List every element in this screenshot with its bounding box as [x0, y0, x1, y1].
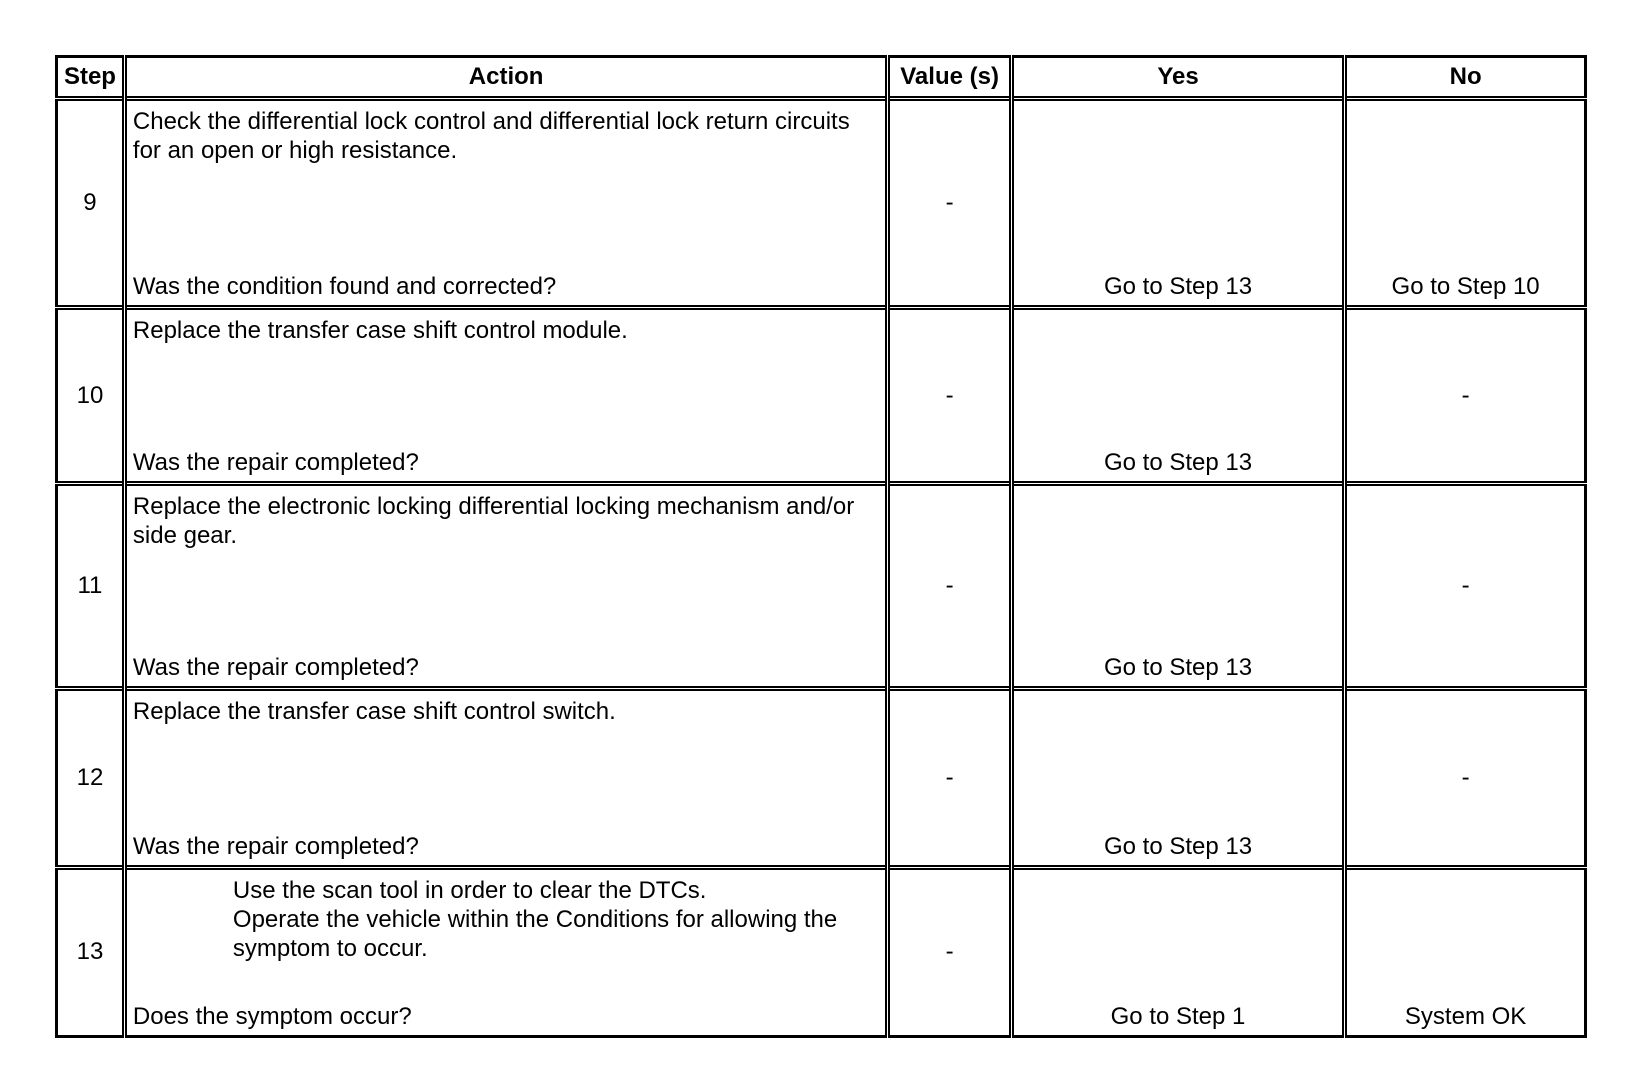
step-number: 11: [77, 572, 103, 600]
value-cell: [888, 867, 1011, 1036]
step-number: 9: [83, 188, 97, 216]
no-cell: [1345, 484, 1586, 689]
yes-text: Go to Step 13: [1103, 832, 1253, 860]
value-text: -: [945, 381, 954, 409]
step-number: 12: [76, 763, 104, 791]
table-row: [57, 307, 1586, 483]
action-cell: [124, 99, 887, 308]
no-cell: [1345, 867, 1586, 1036]
yes-text: Go to Step 13: [1103, 654, 1253, 682]
no-text: -: [1461, 381, 1470, 409]
yes-cell: [1011, 689, 1344, 867]
action-question: Does the symptom occur?: [132, 1003, 412, 1030]
header-yes: Yes: [1011, 57, 1344, 99]
yes-text: Go to Step 13: [1103, 272, 1253, 300]
action-line: for an open or high resistance.: [132, 137, 458, 164]
yes-cell: [1011, 867, 1344, 1036]
action-cell: [124, 867, 887, 1036]
action-cell: [124, 689, 887, 867]
header-no: No: [1345, 57, 1586, 99]
no-cell: [1345, 307, 1586, 483]
diagnostic-table: [55, 55, 1587, 1038]
step-number: 13: [76, 938, 104, 966]
table-row: [57, 484, 1586, 689]
no-text: Go to Step 10: [1391, 272, 1540, 300]
action-text: [133, 316, 879, 345]
step-cell: [57, 689, 125, 867]
action-line: Check the differential lock control and differential lock return circuits: [132, 108, 850, 135]
value-cell: [888, 307, 1011, 483]
no-text: -: [1461, 763, 1470, 791]
action-question: Was the repair completed?: [132, 832, 419, 860]
step-cell: [57, 99, 125, 308]
no-cell: [1345, 99, 1586, 308]
yes-text: Go to Step 1: [1110, 1003, 1246, 1030]
yes-text: Go to Step 13: [1103, 449, 1253, 477]
no-text: System OK: [1404, 1003, 1527, 1030]
step-number: 10: [76, 381, 104, 409]
value-cell: [888, 689, 1011, 867]
yes-cell: [1011, 99, 1344, 308]
table-row: [57, 689, 1586, 867]
action-line: Replace the transfer case shift control switch.: [132, 698, 616, 726]
header-value: Value (s): [888, 57, 1011, 99]
value-text: -: [945, 763, 954, 791]
value-cell: [888, 99, 1011, 308]
yes-cell: [1011, 484, 1344, 689]
action-cell: [124, 484, 887, 689]
action-question: Was the condition found and corrected?: [132, 272, 557, 300]
action-line: Operate the vehicle within the Conditions for allowing the: [232, 905, 838, 933]
no-cell: [1345, 689, 1586, 867]
value-text: -: [945, 572, 954, 600]
action-line: symptom to occur.: [232, 934, 428, 962]
action-line: side gear.: [132, 522, 237, 550]
header-action: Action: [124, 57, 887, 99]
action-text: [133, 107, 879, 165]
action-question: Was the repair completed?: [132, 449, 419, 477]
action-cell: [124, 307, 887, 483]
step-cell: [57, 867, 125, 1036]
table-row: [57, 867, 1586, 1036]
action-line: Replace the transfer case shift control module.: [132, 316, 628, 344]
value-text: -: [945, 938, 954, 966]
step-cell: [57, 484, 125, 689]
value-text: -: [945, 188, 954, 216]
action-line: Use the scan tool in order to clear the DTCs.: [232, 876, 707, 904]
table-row: [57, 99, 1586, 308]
value-cell: [888, 484, 1011, 689]
no-text: -: [1461, 572, 1470, 600]
action-text: [133, 492, 879, 550]
action-line: Replace the electronic locking differential locking mechanism and/or: [132, 493, 855, 521]
header-step: Step: [57, 57, 125, 99]
step-cell: [57, 307, 125, 483]
action-text: [233, 876, 879, 963]
header-row: [57, 57, 1586, 99]
yes-cell: [1011, 307, 1344, 483]
action-question: Was the repair completed?: [132, 654, 419, 682]
action-text: [133, 697, 879, 726]
